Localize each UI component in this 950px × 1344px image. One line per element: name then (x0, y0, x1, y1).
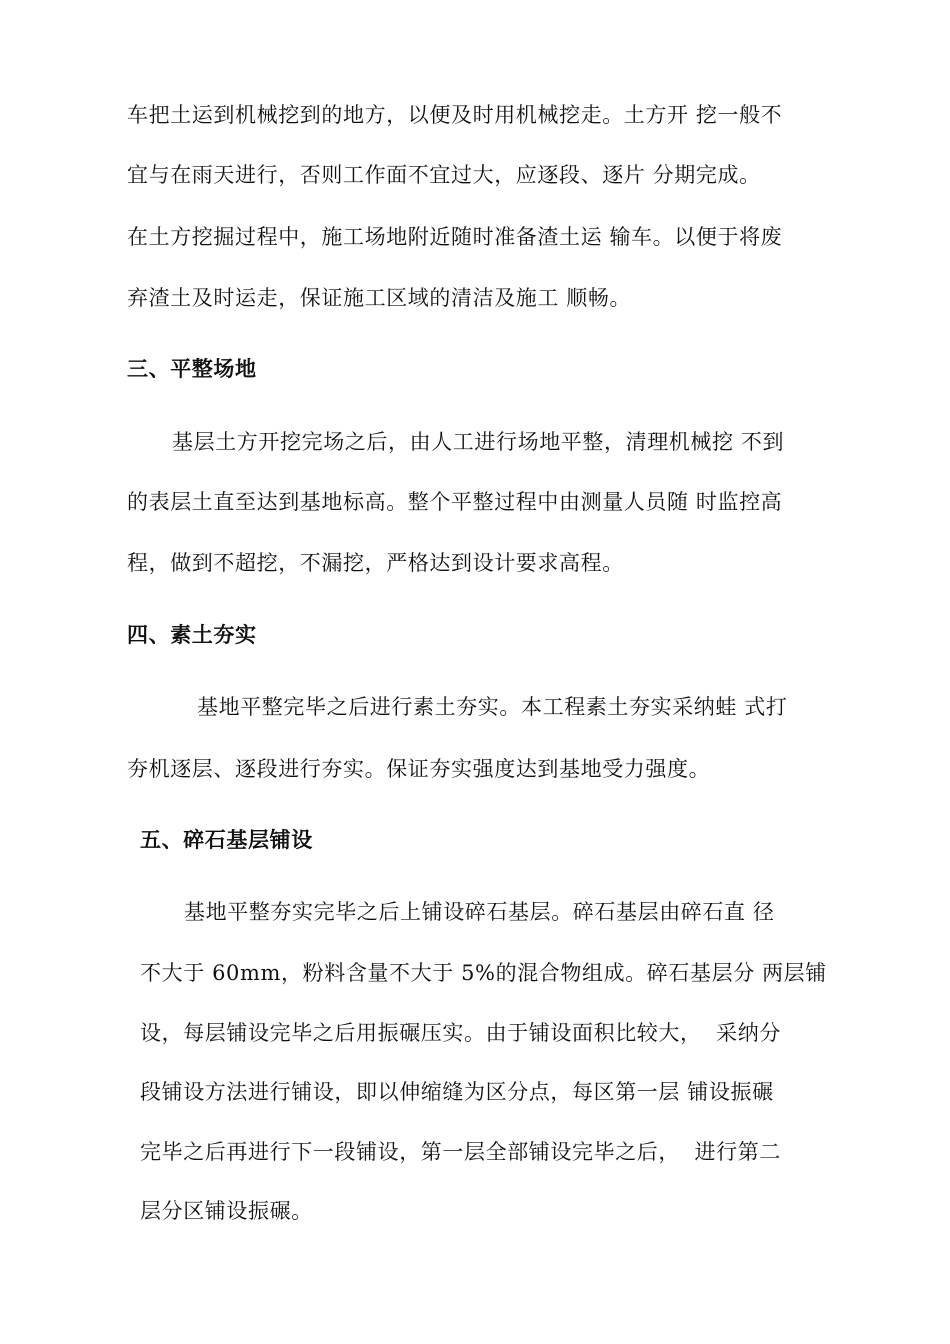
paragraph-line: 完毕之后再进行下一段铺设，第一层全部铺设完毕之后， 进行第二 (140, 1140, 781, 1164)
paragraph-line: 基地平整夯实完毕之后上铺设碎石基层。碎石基层由碎石直 径 (184, 900, 775, 924)
paragraph-line: 不大于 60mm，粉料含量不大于 5%的混合物组成。碎石基层分 两层铺 (140, 961, 827, 985)
paragraph-line: 的表层土直至达到基地标高。整个平整过程中由测量人员随 时监控高 (127, 490, 783, 514)
paragraph-line: 设，每层铺设完毕之后用振碾压实。由于铺设面积比较大， 采纳分 (140, 1021, 781, 1045)
section-heading-3: 三、平整场地 (127, 356, 257, 381)
paragraph-line: 弃渣土及时运走，保证施工区域的清洁及施工 顺畅。 (127, 286, 632, 310)
section-heading-5: 五、碎石基层铺设 (140, 827, 313, 852)
paragraph-line: 夯机逐层、逐段进行夯实。保证夯实强度达到基地受力强度。 (127, 757, 711, 781)
paragraph-line: 宜与在雨天进行，否则工作面不宜过大，应逐段、逐片 分期完成。 (127, 163, 761, 187)
paragraph-line: 基层土方开挖完场之后，由人工进行场地平整，清理机械挖 不到 (172, 430, 785, 454)
paragraph-line: 车把土运到机械挖到的地方，以便及时用机械挖走。土方开 挖一般不 (127, 103, 783, 127)
paragraph-line: 段铺设方法进行铺设，即以伸缩缝为区分点，每区第一层 铺设振碾 (140, 1080, 774, 1104)
paragraph-line: 层分区铺设振碾。 (140, 1199, 313, 1223)
paragraph-line: 程，做到不超挖，不漏挖，严格达到设计要求高程。 (127, 551, 624, 575)
paragraph-line: 基地平整完毕之后进行素土夯实。本工程素土夯实采纳蛙 式打 (197, 695, 788, 719)
section-heading-4: 四、素土夯实 (127, 622, 257, 647)
paragraph-line: 在土方挖掘过程中，施工场地附近随时准备渣土运 输车。以便于将废 (127, 225, 783, 249)
